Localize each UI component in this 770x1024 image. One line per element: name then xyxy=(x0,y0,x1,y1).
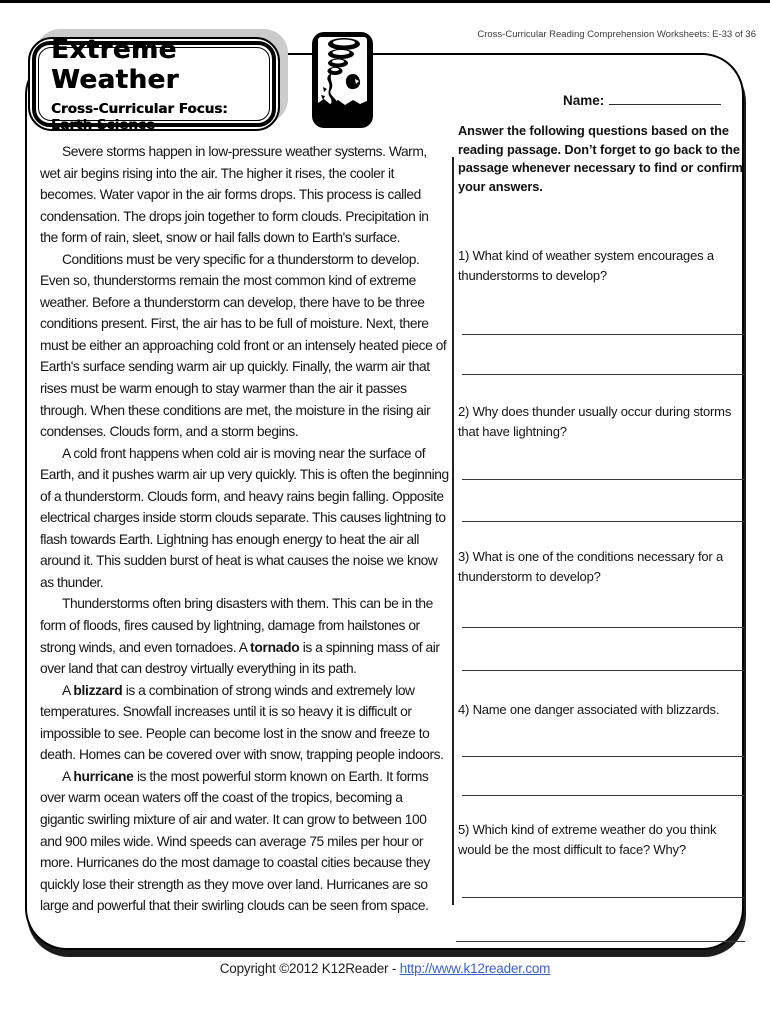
passage-paragraph: Conditions must be very specific for a thunderstorm to develop. Even so, thunderstorms remain the most common kind of extreme weather. Before a thunderstorm can develop, there have to be three conditions present. First, the air has to be full of moisture. Next, there must be either an approaching cold front or an intensely heated piece of Earth's surface sending warm air up quickly. Finally, the warm air that rises must be warm enough to stay warmer than the air it passes through. When these conditions are met, the moisture in the rising air condenses. Clouds form, and a storm begins. xyxy=(40,251,447,440)
copyright-text: Copyright ©2012 K12Reader - xyxy=(219,961,400,976)
passage xyxy=(40,141,449,943)
passage-paragraph: Thunderstorms often bring disasters with them. This can be in the form of floods, fires caused by lightning, damage from hailstones or strong winds, and even tornadoes. A tornado is a spinning mass of air over land that can destroy virtually everything in its path. xyxy=(40,596,440,677)
passage-paragraph: A blizzard is a combination of strong winds and extremely low temperatures. Snowfall increases until it is so heavy it is difficult or impossible to see. People can become lost in the snow and freeze to death. Homes can be covered over with snow, trapping people indoors. xyxy=(40,682,444,763)
name-row xyxy=(563,91,721,108)
passage-paragraph: A cold front happens when cold air is moving near the surface of Earth, and it pushes warm air up very quickly. This is often the beginning of a thunderstorm. Clouds form, and heavy rains begin falling. Opposite electrical charges inside storm clouds separate. This causes lightning to flash towards Earth. Lightning has enough energy to heat the air all around it. This sudden burst of heat is what causes the noise we know as thunder. xyxy=(40,445,449,590)
page-top-border xyxy=(0,0,770,3)
question-1: 1) What kind of weather system encourages a thunderstorms to develop? xyxy=(458,248,714,283)
question-4: 4) Name one danger associated with blizzards. xyxy=(458,702,720,717)
passage-paragraph: Severe storms happen in low-pressure weather systems. Warm, wet air begins rising into the air. The higher it rises, the cooler it becomes. Water vapor in the air forms drops. This process is called condensation. The drops join together to form clouds. Precipitation in the form of rain, sleet, snow or hail falls down to Earth's surface. xyxy=(40,144,429,246)
answer-line xyxy=(462,670,744,671)
instructions-text: Answer the following questions based on the reading passage. Don’t forget to go back to the passage whenever necessary to find or confirm your answers. xyxy=(458,123,743,194)
column-divider xyxy=(452,157,454,905)
answer-line xyxy=(462,334,744,335)
name-blank xyxy=(609,91,721,105)
answer-line xyxy=(456,941,745,942)
question-2: 2) Why does thunder usually occur during storms that have lightning? xyxy=(458,404,732,439)
answer-line xyxy=(462,627,744,628)
worksheet-reference: Cross-Curricular Reading Comprehension Worksheets: E-33 of 36 xyxy=(477,29,756,40)
answer-line xyxy=(462,795,744,796)
title-box-inner xyxy=(38,35,270,133)
footer-link[interactable]: http://www.k12reader.com xyxy=(399,961,551,976)
question-3: 3) What is one of the conditions necessary for a thunderstorm to develop? xyxy=(458,549,723,584)
title-box-border xyxy=(32,35,276,133)
answer-line xyxy=(462,479,744,480)
tornado-icon xyxy=(311,31,374,129)
page-subtitle: Cross-Curricular Focus: Earth Science xyxy=(51,101,228,133)
answer-line xyxy=(462,756,744,757)
answer-line xyxy=(462,521,744,522)
question-5: 5) Which kind of extreme weather do you think would be the most difficult to face? Why? xyxy=(458,822,717,857)
title-box xyxy=(28,37,280,131)
footer xyxy=(0,961,770,976)
passage-paragraph: A hurricane is the most powerful storm known on Earth. It forms over warm ocean waters off the coast of the tropics, becoming a gigantic swirling mixture of air and water. It can grow to between 100 and 900 miles wide. Wind speeds can average 75 miles per hour or more. Hurricanes do the most damage to coastal cities because they quickly lose their strength as they move over land. Hurricanes are so large and powerful that their swirling clouds can be seen from space. xyxy=(40,768,430,914)
page-title: Extreme Weather xyxy=(51,35,179,95)
name-label: Name: xyxy=(563,93,605,108)
answer-line xyxy=(462,897,744,898)
answer-line xyxy=(462,374,744,375)
